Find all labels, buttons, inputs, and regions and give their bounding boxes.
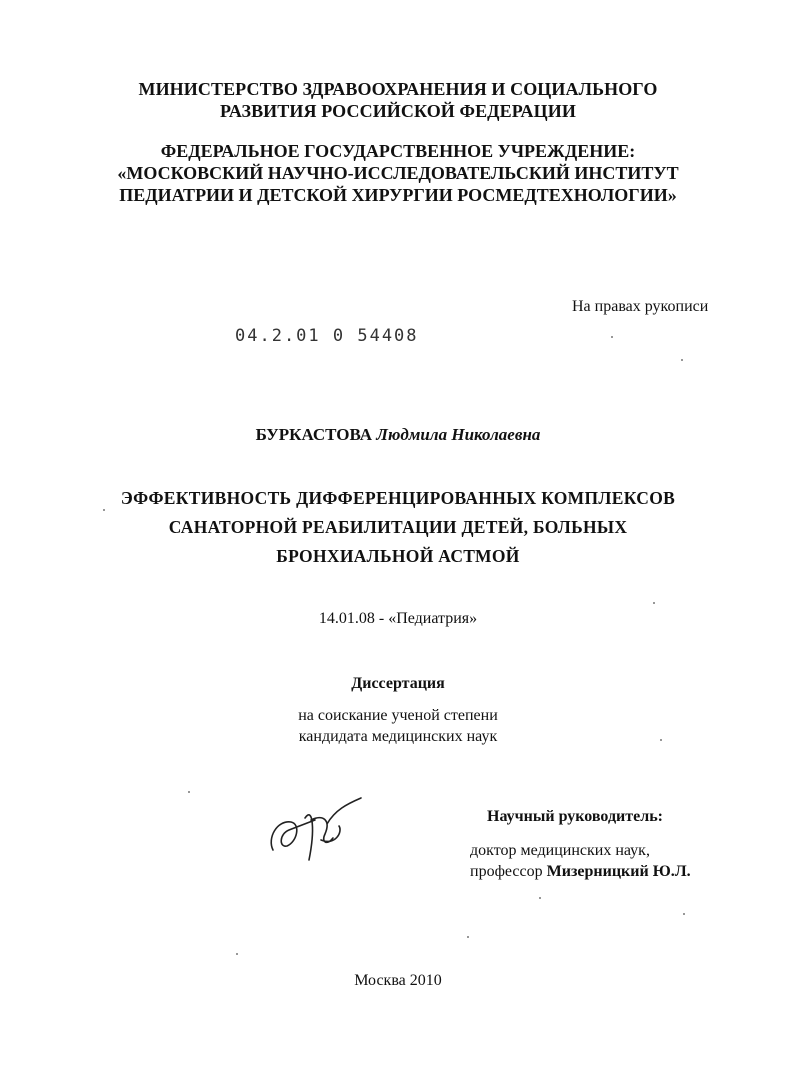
- scan-speck: [103, 509, 105, 511]
- supervisor-details: [470, 840, 691, 882]
- document-type: Диссертация: [351, 675, 445, 692]
- supervisor-heading: Научный руководитель:: [487, 808, 663, 825]
- supervisor-degree: доктор медицинских наук,: [470, 842, 650, 859]
- scan-speck: [539, 897, 541, 899]
- institution-header: [0, 140, 796, 206]
- registration-number: 04.2.01 0 54408: [235, 326, 419, 346]
- degree-statement: [0, 705, 796, 747]
- scan-speck: [188, 791, 190, 793]
- title-line-2: САНАТОРНОЙ РЕАБИЛИТАЦИИ ДЕТЕЙ, БОЛЬНЫХ: [168, 517, 628, 537]
- scan-speck: [611, 336, 613, 338]
- scan-speck: [683, 913, 685, 915]
- institution-line-2: «МОСКОВСКИЙ НАУЧНО-ИССЛЕДОВАТЕЛЬСКИЙ ИНСТИТУТ: [117, 163, 679, 183]
- degree-line-2: кандидата медицинских наук: [298, 728, 498, 745]
- author-name: [0, 425, 796, 445]
- scan-speck: [236, 953, 238, 955]
- signature-mark: [265, 790, 375, 880]
- scan-speck: [653, 602, 655, 604]
- ministry-line-1: МИНИСТЕРСТВО ЗДРАВООХРАНЕНИЯ И СОЦИАЛЬНОГО: [138, 79, 658, 99]
- title-line-1: ЭФФЕКТИВНОСТЬ ДИФФЕРЕНЦИРОВАННЫХ КОМПЛЕКСОВ: [120, 488, 676, 508]
- ministry-line-2: РАЗВИТИЯ РОССИЙСКОЙ ФЕДЕРАЦИИ: [220, 101, 576, 121]
- specialty-code: 14.01.08 - «Педиатрия»: [318, 610, 478, 627]
- degree-line-1: на соискание ученой степени: [298, 707, 498, 724]
- supervisor-title: профессор: [470, 863, 543, 880]
- scan-speck: [660, 739, 662, 741]
- dissertation-title: [0, 484, 796, 571]
- manuscript-note: На правах рукописи: [572, 298, 709, 315]
- ministry-header: [0, 78, 796, 122]
- supervisor-name: Мизерницкий Ю.Л.: [546, 863, 691, 880]
- author-surname: БУРКАСТОВА: [255, 425, 373, 444]
- institution-line-1: ФЕДЕРАЛЬНОЕ ГОСУДАРСТВЕННОЕ УЧРЕЖДЕНИЕ:: [160, 141, 636, 161]
- scan-speck: [467, 936, 469, 938]
- scan-speck: [681, 359, 683, 361]
- title-line-3: БРОНХИАЛЬНОЙ АСТМОЙ: [276, 546, 520, 566]
- author-given-names: Людмила Николаевна: [376, 425, 541, 444]
- supervisor-line: [470, 861, 691, 882]
- institution-line-3: ПЕДИАТРИИ И ДЕТСКОЙ ХИРУРГИИ РОСМЕДТЕХНОЛОГИИ»: [119, 185, 677, 205]
- city-year: Москва 2010: [354, 972, 442, 989]
